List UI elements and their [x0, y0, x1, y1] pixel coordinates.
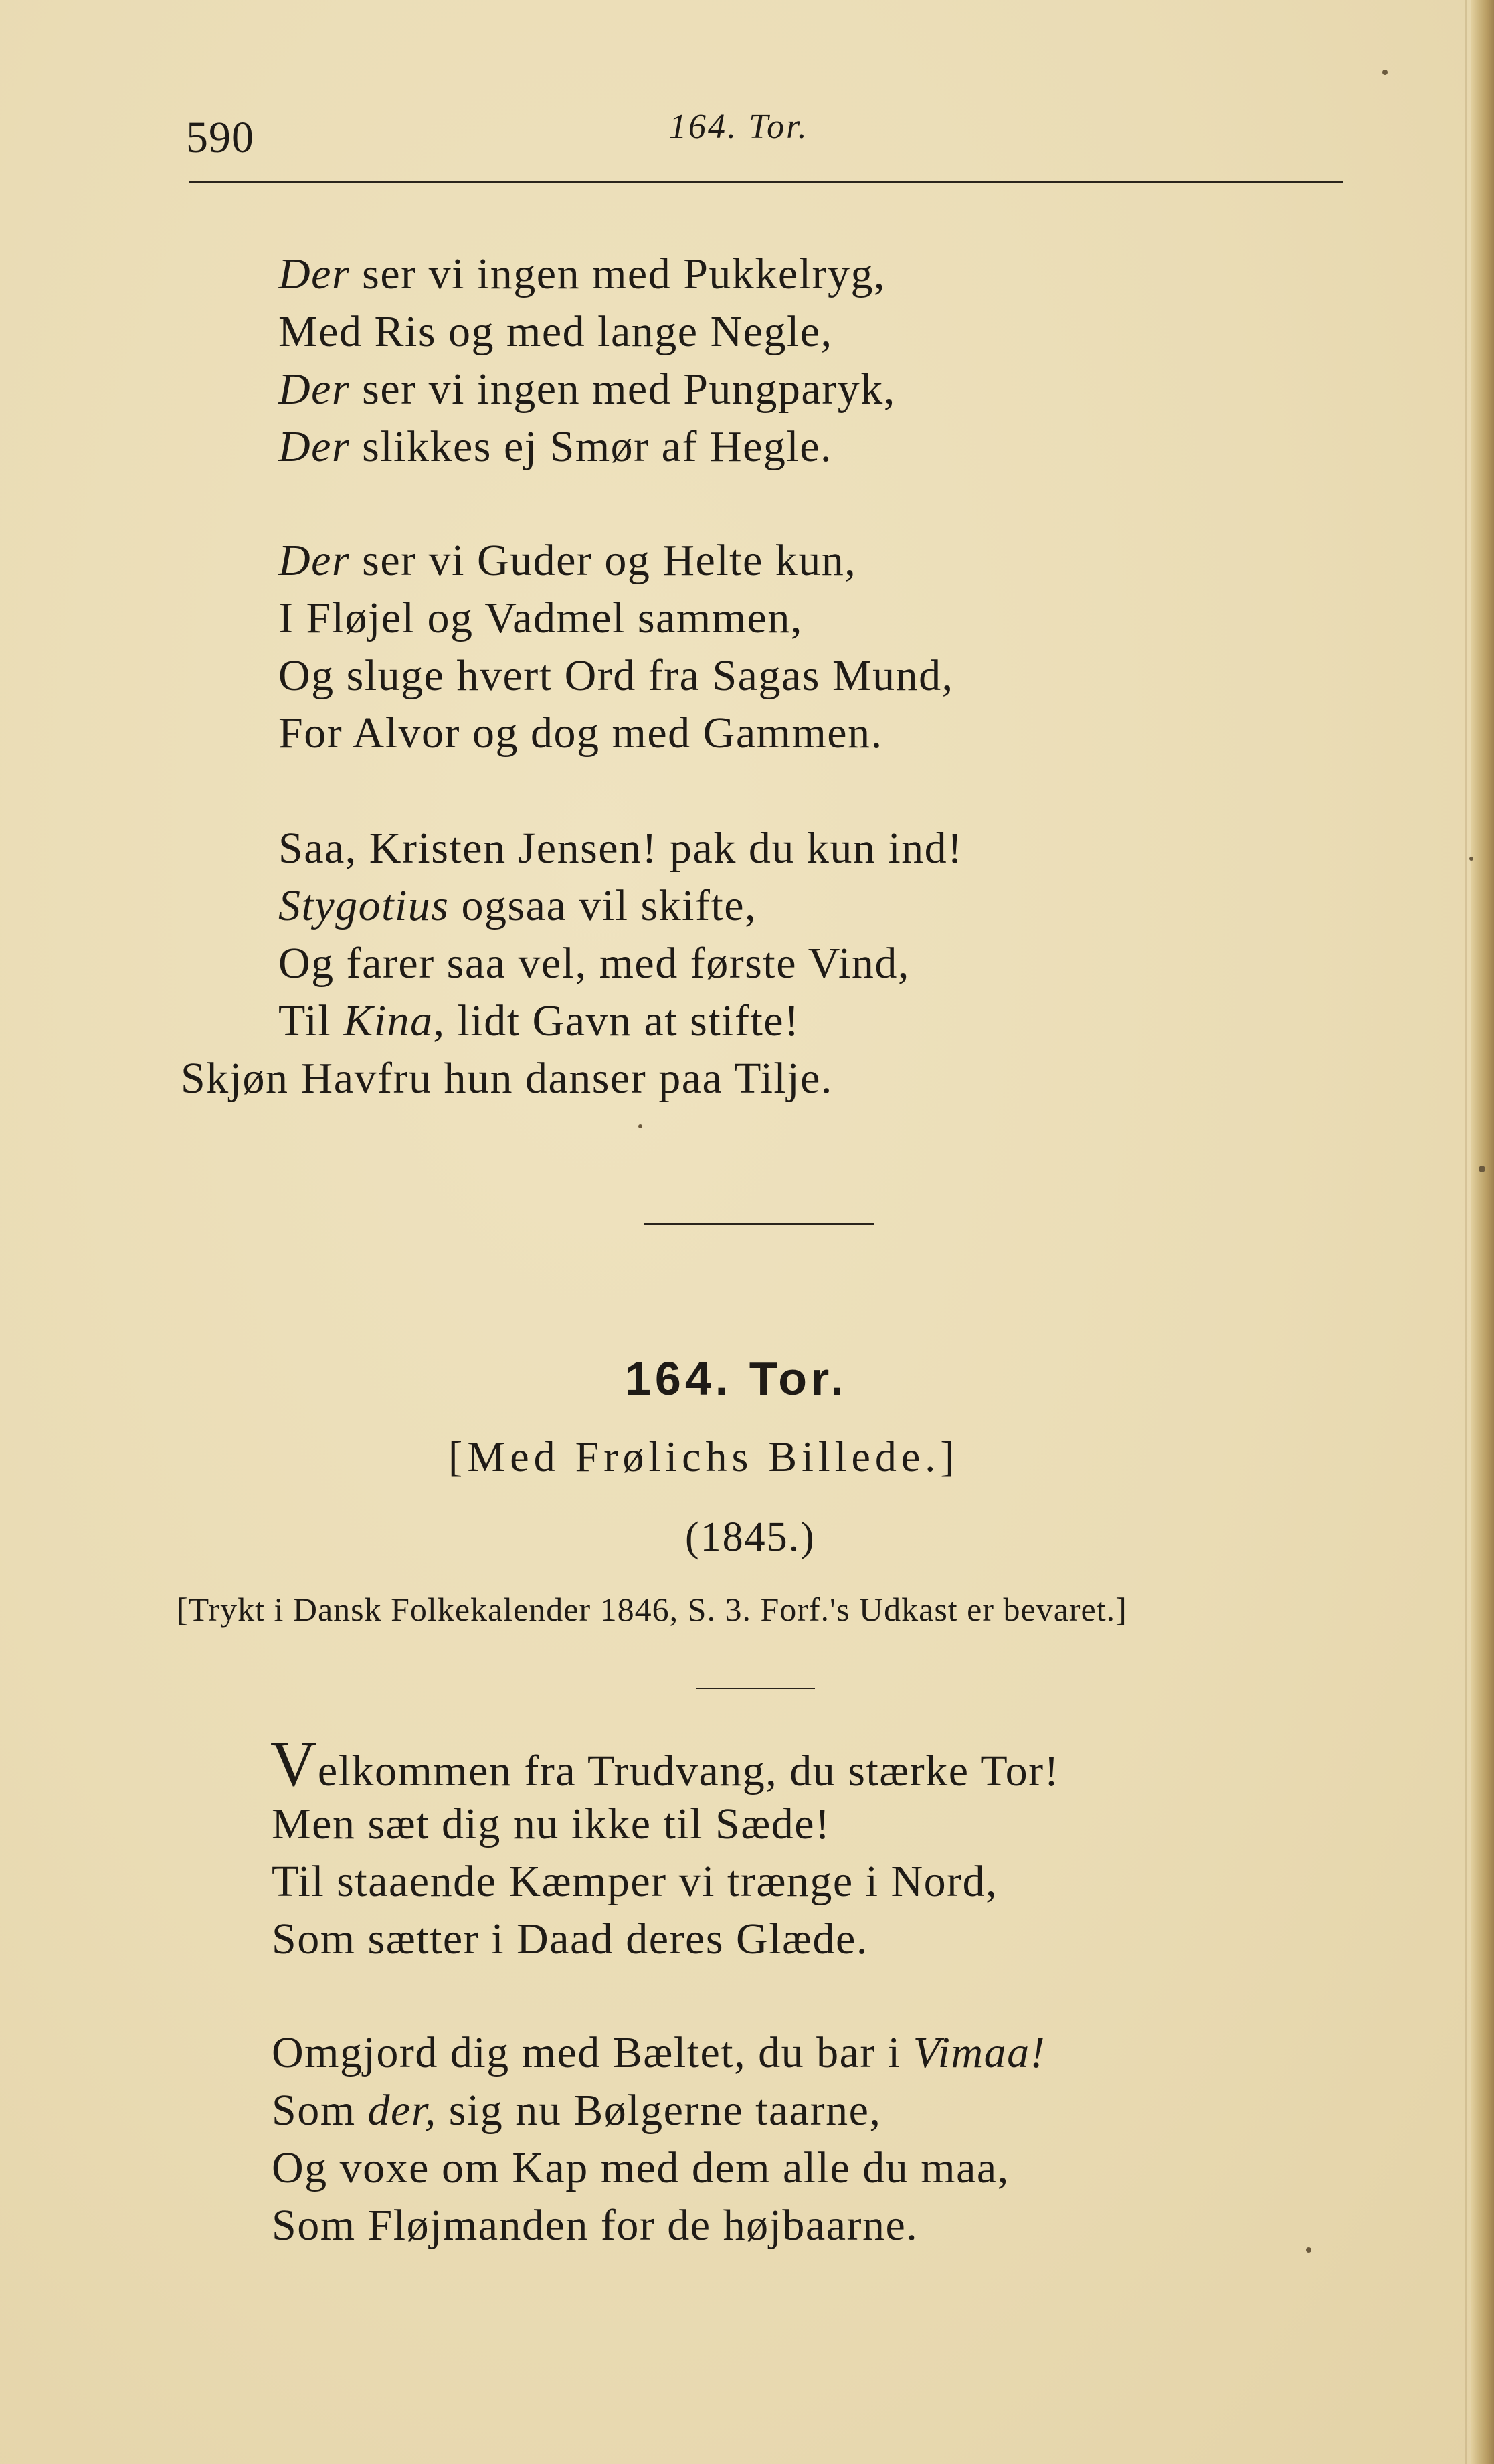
running-head: 164. Tor. [669, 108, 809, 146]
verse-line [278, 535, 856, 586]
verse-line [278, 996, 800, 1047]
verse-line [278, 422, 832, 472]
verse-text: Som Fløjmanden for de højbaarne. [272, 2201, 919, 2250]
title-separator [696, 1688, 815, 1689]
section-separator [644, 1223, 874, 1225]
verse-line [278, 938, 910, 989]
verse-emphasis: Der [278, 422, 351, 471]
verse-text: Med Ris og med lange Negle, [278, 307, 833, 356]
verse-text: ogsaa vil skifte, [449, 881, 757, 930]
verse-text: Skjøn Havfru hun danser paa Tilje. [181, 1054, 833, 1103]
verse-line [278, 881, 757, 932]
refrain-line [181, 1053, 833, 1104]
verse-emphasis: Der [278, 536, 351, 585]
verse-line [272, 1914, 868, 1965]
page-edge-shadow [1465, 0, 1467, 2464]
verse-line [272, 2143, 1010, 2194]
verse-text: I Fløjel og Vadmel sammen, [278, 594, 803, 642]
verse-line [278, 650, 954, 701]
verse-text: sig nu Bølgerne taarne, [436, 2086, 882, 2135]
verse-text: For Alvor og dog med Gammen. [278, 709, 883, 758]
drop-cap: V [270, 1728, 318, 1799]
page-edge [1471, 0, 1494, 2464]
verse-text: slikkes ej Smør af Hegle. [350, 422, 833, 471]
verse-line [278, 708, 883, 759]
verse-emphasis: Der [278, 365, 351, 414]
verse-text: Til [278, 996, 344, 1045]
poem-title: 164. Tor. [625, 1352, 848, 1405]
page-number: 590 [186, 113, 254, 162]
verse-line [270, 1728, 1060, 1799]
poem-year: (1845.) [685, 1514, 816, 1560]
verse-text: Men sæt dig nu ikke til Sæde! [272, 1799, 831, 1848]
verse-line [272, 1856, 998, 1907]
paper-speck [1306, 2247, 1311, 2253]
verse-line [278, 306, 833, 357]
verse-emphasis: Vimaa! [913, 2028, 1046, 2077]
paper-speck [1382, 70, 1388, 75]
verse-text: Som sætter i Daad deres Glæde. [272, 1915, 868, 1963]
verse-text: Omgjord dig med Bæltet, du bar i [272, 2028, 913, 2077]
verse-emphasis: Stygotius [278, 881, 450, 930]
verse-text: Og sluge hvert Ord fra Sagas Mund, [278, 651, 954, 700]
poem-subtitle: [Med Frølichs Billede.] [448, 1433, 959, 1480]
verse-line [272, 1799, 831, 1850]
verse-text: elkommen fra Trudvang, du stærke Tor! [317, 1747, 1060, 1795]
verse-line [272, 2028, 1046, 2079]
verse-emphasis: der, [367, 2086, 437, 2135]
verse-text: Som [272, 2086, 368, 2135]
verse-line [272, 2200, 918, 2251]
verse-emphasis: Der [278, 250, 351, 298]
verse-line [278, 364, 896, 415]
verse-text: Og farer saa vel, med første Vind, [278, 939, 910, 988]
verse-text: ser vi ingen med Pungparyk, [350, 365, 896, 414]
paper-speck [1479, 1166, 1485, 1172]
verse-text: ser vi Guder og Helte kun, [350, 536, 857, 585]
verse-text: Saa, Kristen Jensen! pak du kun ind! [278, 824, 963, 873]
paper-speck [1469, 857, 1473, 861]
header-rule [189, 181, 1343, 183]
verse-line [278, 823, 963, 874]
verse-text: Og voxe om Kap med dem alle du maa, [272, 2143, 1010, 2192]
verse-text: Til staaende Kæmper vi trænge i Nord, [272, 1857, 998, 1906]
verse-line [272, 2085, 881, 2136]
verse-line [278, 249, 886, 300]
paper-speck [638, 1124, 642, 1128]
verse-text: lidt Gavn at stifte! [445, 996, 800, 1045]
verse-text: ser vi ingen med Pukkelryg, [350, 250, 886, 298]
publication-note: [Trykt i Dansk Folkekalender 1846, S. 3. Forf.'s Udkast er bevaret.] [177, 1591, 1127, 1628]
verse-line [278, 593, 803, 644]
verse-emphasis: Kina, [343, 996, 446, 1045]
